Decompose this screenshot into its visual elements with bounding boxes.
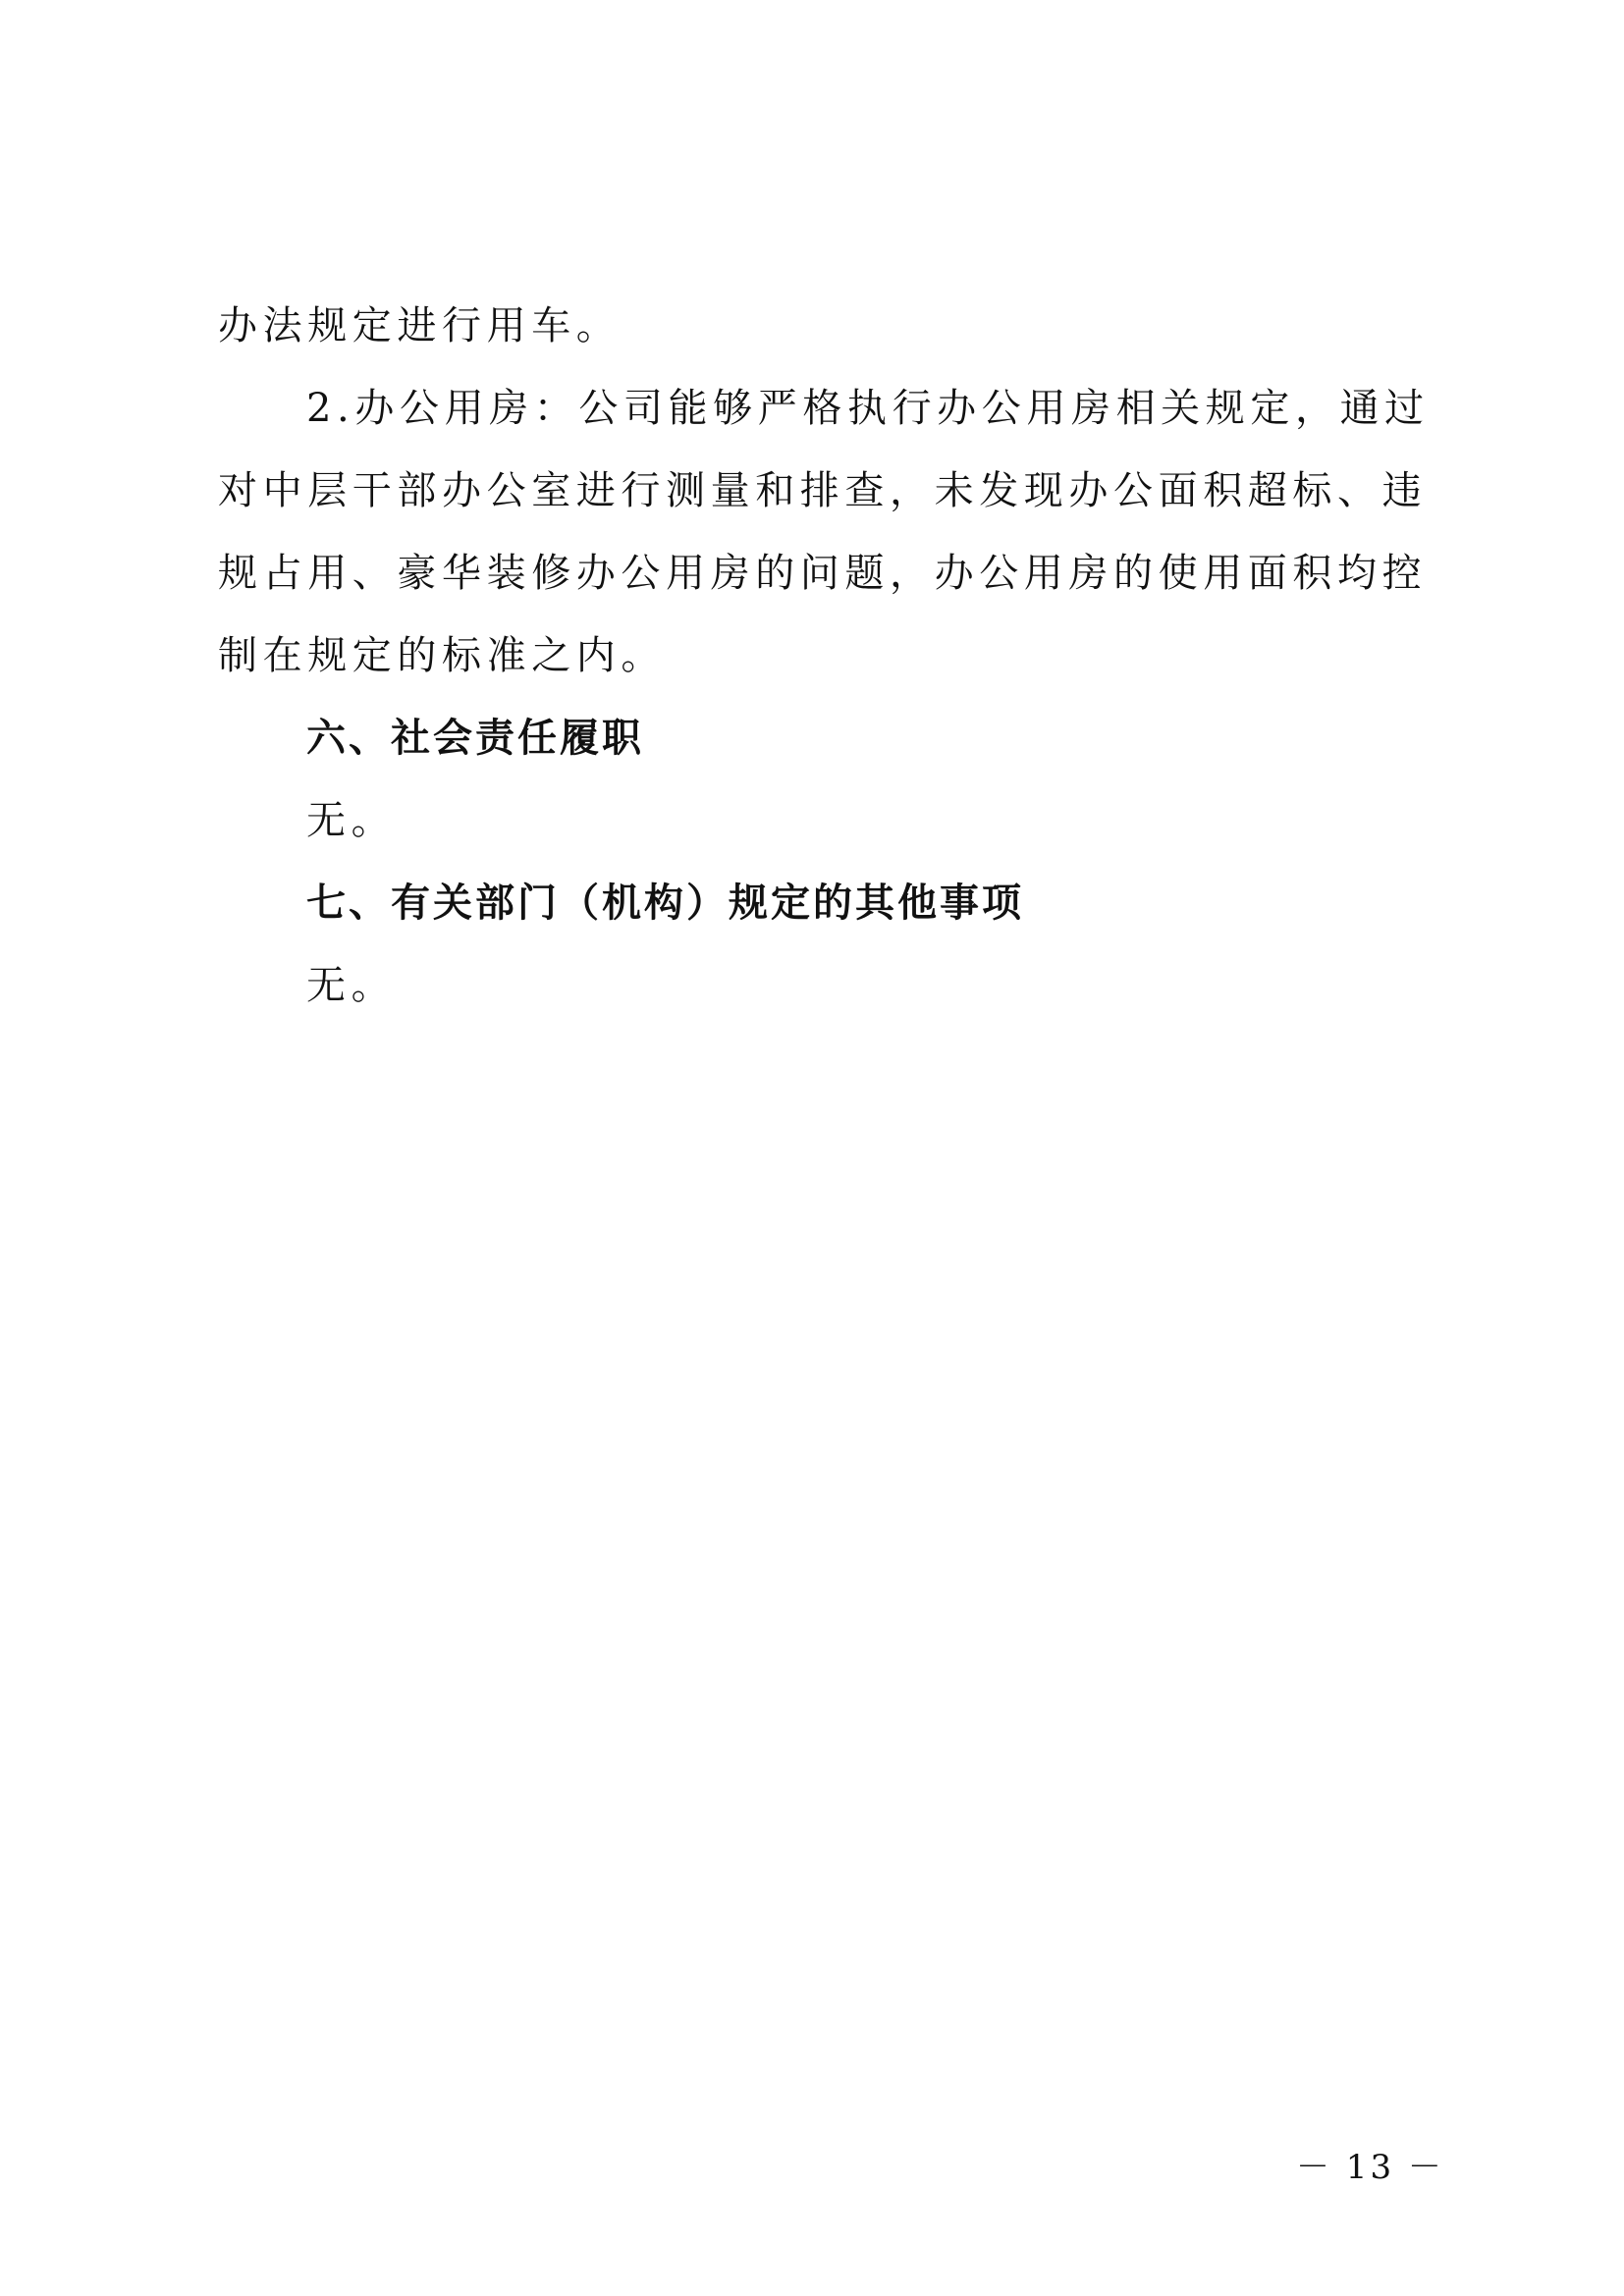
section-heading: 七、有关部门（机构）规定的其他事项 <box>306 881 1024 926</box>
paragraph-line: 规占用、豪华装修办公用房的问题，办公用房的使用面积均控 <box>218 551 1428 596</box>
paragraph-line: 办法规定进行用车。 <box>218 303 622 348</box>
paragraph-line: 2.办公用房：公司能够严格执行办公用房相关规定，通过 <box>306 386 1430 431</box>
document-body <box>218 285 1430 1027</box>
paragraph-line: 制在规定的标准之内。 <box>218 633 666 678</box>
paragraph-line: 对中层干部办公室进行测量和排查，未发现办公面积超标、违 <box>218 468 1428 513</box>
section-content: 无。 <box>306 798 397 843</box>
section-heading: 六、社会责任履职 <box>306 716 644 761</box>
page-number: － 13 － <box>1296 2148 1444 2187</box>
section-content: 无。 <box>306 963 397 1008</box>
